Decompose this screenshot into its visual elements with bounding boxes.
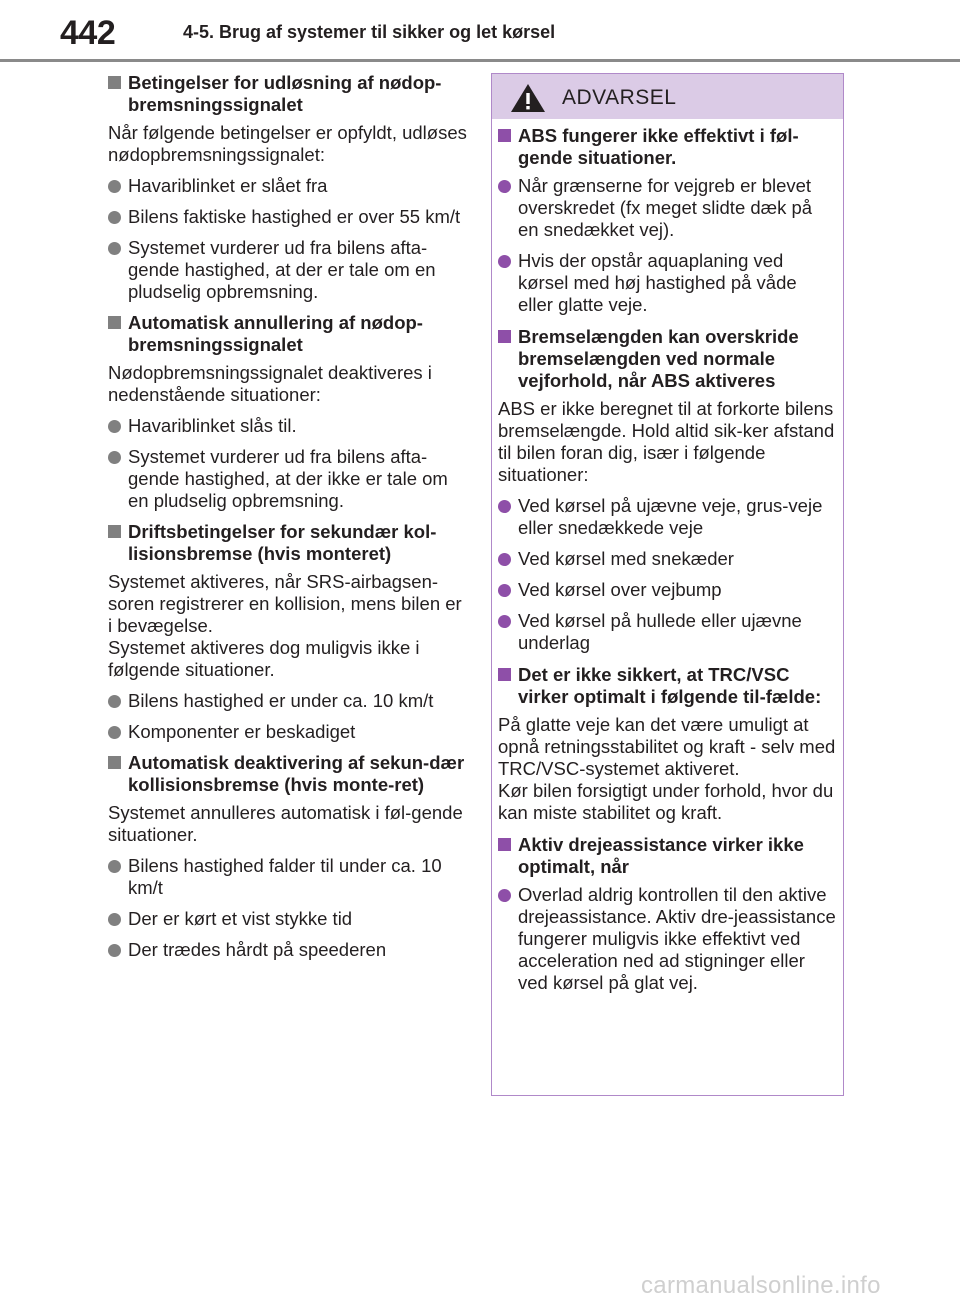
list-item xyxy=(108,721,468,743)
square-bullet-icon xyxy=(498,129,511,142)
list-item-text: Overlad aldrig kontrollen til den aktive drejeassistance. Aktiv dre-jeassistance fungerer muligvis ikke effektivt ved acceleration ned ad stigninger eller ved kørsel på glat vej. xyxy=(518,884,836,993)
list-item-text: Systemet vurderer ud fra bilens afta-gende hastighed, at der er tale om en pludselig opbremsning. xyxy=(128,237,436,302)
list-item xyxy=(108,237,468,303)
list-item xyxy=(108,939,468,961)
list-item-text: Havariblinket slås til. xyxy=(128,415,297,436)
list-item-text: Ved kørsel på ujævne veje, grus-veje eller snedækkede veje xyxy=(518,495,823,538)
square-bullet-icon xyxy=(498,330,511,343)
square-bullet-icon xyxy=(498,838,511,851)
section-heading xyxy=(498,125,836,169)
list-item xyxy=(498,495,836,539)
circle-bullet-icon xyxy=(498,255,511,268)
section-heading-text: Betingelser for udløsning af nødop-bremsningssignalet xyxy=(128,72,442,115)
left-column xyxy=(108,72,468,970)
paragraph: Kør bilen forsigtigt under forhold, hvor du kan miste stabilitet og kraft. xyxy=(498,780,834,823)
section-heading xyxy=(498,326,836,392)
paragraph: På glatte veje kan det være umuligt at opnå retningsstabilitet og kraft - selv med TRC/VSC-systemet aktiveret. xyxy=(498,714,836,779)
watermark: carmanualsonline.info xyxy=(641,1272,881,1299)
circle-bullet-icon xyxy=(498,500,511,513)
square-bullet-icon xyxy=(108,756,121,769)
chapter-title: 4-5. Brug af systemer til sikker og let kørsel xyxy=(183,22,556,42)
section-heading xyxy=(498,664,836,708)
header-divider xyxy=(0,59,960,62)
circle-bullet-icon xyxy=(498,889,511,902)
circle-bullet-icon xyxy=(108,860,121,873)
section-heading-text: Aktiv drejeassistance virker ikke optimalt, når xyxy=(518,834,804,877)
list-item-text: Havariblinket er slået fra xyxy=(128,175,328,196)
list-item-text: Der er kørt et vist stykke tid xyxy=(128,908,353,929)
section-heading xyxy=(108,72,468,116)
circle-bullet-icon xyxy=(108,913,121,926)
page-number: 442 xyxy=(60,14,116,52)
list-item xyxy=(498,175,836,241)
warning-header xyxy=(492,74,843,119)
section-heading xyxy=(108,752,468,796)
circle-bullet-icon xyxy=(108,451,121,464)
circle-bullet-icon xyxy=(108,180,121,193)
list-item-text: Ved kørsel med snekæder xyxy=(518,548,734,569)
circle-bullet-icon xyxy=(108,944,121,957)
circle-bullet-icon xyxy=(108,726,121,739)
paragraph: Systemet aktiveres, når SRS-airbagsen-soren registrerer en kollision, mens bilen er i bevægelse. xyxy=(108,571,462,636)
list-item xyxy=(498,548,836,570)
list-item xyxy=(108,206,468,228)
list-item xyxy=(498,610,836,654)
list-item-text: Komponenter er beskadiget xyxy=(128,721,356,742)
circle-bullet-icon xyxy=(108,242,121,255)
list-item xyxy=(108,690,468,712)
list-item xyxy=(498,884,836,994)
section-heading-text: Automatisk annullering af nødop-bremsningssignalet xyxy=(128,312,423,355)
paragraph: Når følgende betingelser er opfyldt, udløses nødopbremsningssignalet: xyxy=(108,122,467,165)
section-heading-text: ABS fungerer ikke effektivt i føl-gende situationer. xyxy=(518,125,799,168)
list-item-text: Når grænserne for vejgreb er blevet overskredet (fx meget slidte dæk på en snedækket vej). xyxy=(518,175,813,240)
list-item xyxy=(108,415,468,437)
page-header xyxy=(0,0,960,62)
circle-bullet-icon xyxy=(108,695,121,708)
circle-bullet-icon xyxy=(498,553,511,566)
section-heading xyxy=(108,312,468,356)
circle-bullet-icon xyxy=(108,420,121,433)
list-item-text: Ved kørsel over vejbump xyxy=(518,579,722,600)
list-item xyxy=(108,908,468,930)
circle-bullet-icon xyxy=(108,211,121,224)
section-heading xyxy=(108,521,468,565)
warning-title: ADVARSEL xyxy=(562,86,677,109)
square-bullet-icon xyxy=(108,316,121,329)
paragraph: Systemet annulleres automatisk i føl-gende situationer. xyxy=(108,802,463,845)
warning-content xyxy=(498,125,836,1003)
list-item-text: Bilens hastighed falder til under ca. 10 km/t xyxy=(128,855,442,898)
paragraph: Nødopbremsningssignalet deaktiveres i nedenstående situationer: xyxy=(108,362,432,405)
section-heading-text: Automatisk deaktivering af sekun-dær kollisionsbremse (hvis monte-ret) xyxy=(128,752,465,795)
section-heading xyxy=(498,834,836,878)
list-item xyxy=(108,175,468,197)
warning-triangle-icon xyxy=(510,83,546,113)
circle-bullet-icon xyxy=(498,615,511,628)
list-item-text: Der trædes hårdt på speederen xyxy=(128,939,387,960)
paragraph: ABS er ikke beregnet til at forkorte bilens bremselængde. Hold altid sik-ker afstand til bilen foran dig, især i følgende situationer: xyxy=(498,398,835,485)
circle-bullet-icon xyxy=(498,180,511,193)
section-heading-text: Bremselængden kan overskride bremselængden ved normale vejforhold, når ABS aktiveres xyxy=(518,326,799,391)
list-item xyxy=(108,855,468,899)
section-heading-text: Driftsbetingelser for sekundær kol-lisionsbremse (hvis monteret) xyxy=(128,521,437,564)
list-item-text: Systemet vurderer ud fra bilens afta-gende hastighed, at der ikke er tale om en pludselig opbremsning. xyxy=(128,446,448,511)
square-bullet-icon xyxy=(498,668,511,681)
list-item xyxy=(498,579,836,601)
square-bullet-icon xyxy=(108,525,121,538)
list-item-text: Bilens hastighed er under ca. 10 km/t xyxy=(128,690,434,711)
square-bullet-icon xyxy=(108,76,121,89)
list-item-text: Ved kørsel på hullede eller ujævne underlag xyxy=(518,610,802,653)
section-heading-text: Det er ikke sikkert, at TRC/VSC virker optimalt i følgende til-fælde: xyxy=(518,664,822,707)
list-item-text: Bilens faktiske hastighed er over 55 km/t xyxy=(128,206,461,227)
list-item xyxy=(108,446,468,512)
paragraph: Systemet aktiveres dog muligvis ikke i følgende situationer. xyxy=(108,637,420,680)
list-item xyxy=(498,250,836,316)
circle-bullet-icon xyxy=(498,584,511,597)
list-item-text: Hvis der opstår aquaplaning ved kørsel med høj hastighed på våde eller glatte veje. xyxy=(518,250,797,315)
